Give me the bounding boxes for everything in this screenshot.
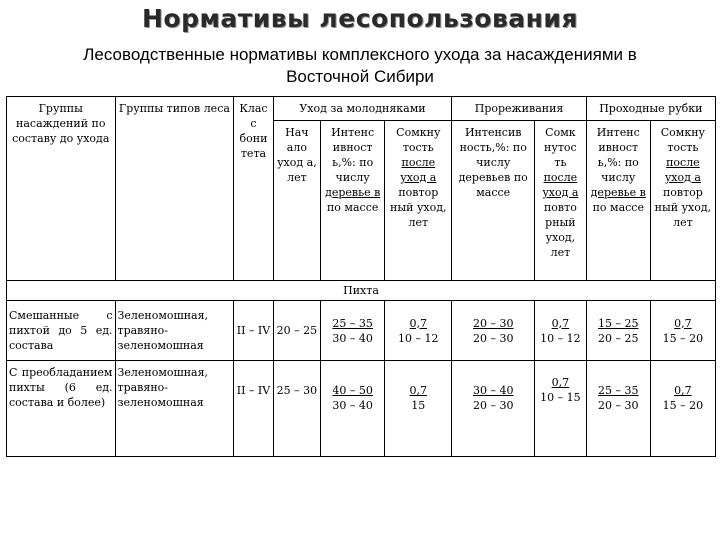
page-subtitle: Лесоводственные нормативы комплексного ухода за насаждениями в Восточной Сибири (83, 45, 637, 86)
subheader-yc-intensity: Интенс ивност ь,%: по числу деревье в по массе (321, 121, 385, 281)
header-passing-cuts: Проходные рубки (586, 97, 715, 121)
cell-th-intensity: 20 – 30 20 – 30 (452, 301, 535, 361)
cell-pc-intensity: 25 – 35 20 – 30 (586, 361, 650, 457)
table-row (7, 361, 716, 457)
page-title: Нормативы лесопользования (142, 4, 578, 33)
subheader-yc-closure: Сомкну тость после уход а повтор ный уход, лет (385, 121, 452, 281)
table-row (7, 301, 716, 361)
header-forest-types: Группы типов леса (115, 97, 234, 281)
cell-forest-type: Зеленомошная, травяно-зеленомошная (115, 361, 234, 457)
header-thinning: Прореживания (452, 97, 586, 121)
cell-bonitet: II – IV (234, 301, 273, 361)
cell-yc-intensity: 40 – 50 30 – 40 (321, 361, 385, 457)
cell-group: Смешанные с пихтой до 5 ед. состава (7, 301, 116, 361)
cell-pc-closure: 0,7 15 – 20 (650, 301, 715, 361)
cell-bonitet: II – IV (234, 361, 273, 457)
subheader-pc-intensity: Интенс ивност ь,%: по числу деревье в по массе (586, 121, 650, 281)
cell-forest-type: Зеленомошная, травяно-зеленомошная (115, 301, 234, 361)
cell-pc-intensity: 15 – 25 20 – 25 (586, 301, 650, 361)
header-bonitet: Клас с бони тета (234, 97, 273, 281)
forestry-norms-table (6, 96, 716, 457)
cell-yc-closure: 0,7 10 – 12 (385, 301, 452, 361)
cell-yc-start: 25 – 30 (273, 361, 321, 457)
subheader-th-closure: Сомк нутос ть после уход а повто рный уход, лет (535, 121, 587, 281)
header-groups: Группы насаждений по составу до ухода (7, 97, 116, 281)
subheader-yc-start: Нач ало уход а, лет (273, 121, 321, 281)
cell-yc-intensity: 25 – 35 30 – 40 (321, 301, 385, 361)
subheader-th-intensity: Интенсив ность,%: по числу деревьев по массе (452, 121, 535, 281)
header-young-care: Уход за молодняками (273, 97, 452, 121)
cell-th-intensity: 30 – 40 20 – 30 (452, 361, 535, 457)
cell-th-closure: 0,7 10 – 15 (535, 361, 587, 457)
cell-yc-closure: 0,7 15 (385, 361, 452, 457)
cell-yc-start: 20 – 25 (273, 301, 321, 361)
species-band: Пихта (7, 281, 716, 301)
cell-pc-closure: 0,7 15 – 20 (650, 361, 715, 457)
cell-th-closure: 0,7 10 – 12 (535, 301, 587, 361)
subheader-pc-closure: Сомкну тость после уход а повтор ный уход, лет (650, 121, 715, 281)
cell-group: С преобладанием пихты (6 ед. состава и более) (7, 361, 116, 457)
